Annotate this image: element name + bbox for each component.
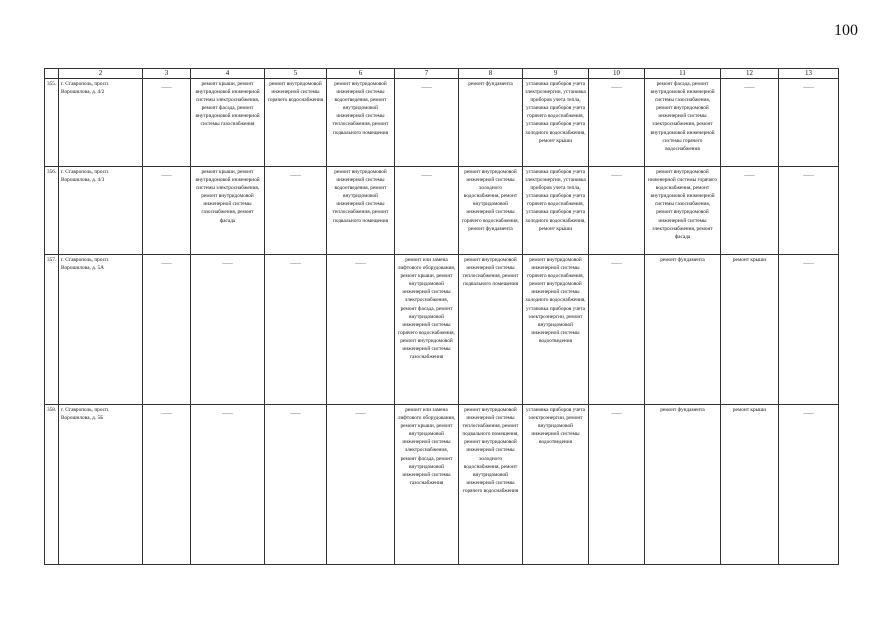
cell-col-8: ремонт внутридомовой инженерной системы теплоснабжения, ремонт подвального помещения — [459, 255, 523, 405]
column-header-12: 12 — [721, 69, 779, 79]
cell-col-4: —— — [191, 405, 265, 565]
column-header-11: 11 — [645, 69, 721, 79]
cell-col-9: установка приборов учета электроэнергии, установка приборов учета тепла, установка приборов учета горячего водоснабжения, установка приборов учета холодного водоснабжения, ремонт крыши — [523, 79, 589, 167]
cell-col-5: —— — [265, 405, 327, 565]
cell-col-10: —— — [589, 255, 645, 405]
cell-col-10: —— — [589, 405, 645, 565]
cell-col-9: ремонт внутридомовой инженерной системы горячего водоснабжения, ремонт внутридомовой инженерной системы холодного водоснабжения, установка приборов учета электроэнергии, ремонт внутридомовой инженерной системы водоотведения — [523, 255, 589, 405]
cell-col-4: ремонт крыши, ремонт внутридомовой инженерной системы электроснабжения, ремонт внутридомовой инженерной системы газоснабжения, ремонт фасада — [191, 167, 265, 255]
cell-col-6: ремонт внутридомовой инженерной системы водоотведения, ремонт внутридомовой инженерной системы теплоснабжения, ремонт подвального помещения — [327, 167, 395, 255]
column-header-7: 7 — [395, 69, 459, 79]
cell-col-10: —— — [589, 167, 645, 255]
cell-col-8: ремонт внутридомовой инженерной системы теплоснабжения, ремонт подвального помещения, ремонт внутридомовой инженерной системы холодного водоснабжения, ремонт внутридомовой инженерной системы горячего водоснабжения — [459, 405, 523, 565]
cell-col-8: ремонт внутридомовой инженерной системы холодного водоснабжения, ремонт внутридомовой инженерной системы горячего водоснабжения, ремонт фундамента — [459, 167, 523, 255]
table-row — [45, 167, 839, 255]
cell-col-4: ремонт крыши, ремонт внутридомовой инженерной системы электроснабжения, ремонт фасада, ремонт внутридомовой инженерной системы газоснабжения — [191, 79, 265, 167]
cell-col-5: —— — [265, 167, 327, 255]
repair-schedule-table — [44, 68, 839, 565]
cell-col-3: —— — [143, 405, 191, 565]
cell-col-7: —— — [395, 79, 459, 167]
table-row — [45, 79, 839, 167]
cell-col-12: ремонт крыши — [721, 255, 779, 405]
cell-col-3: —— — [143, 79, 191, 167]
column-header-1 — [45, 69, 59, 79]
table-row — [45, 405, 839, 565]
row-address: г. Ставрополь, просп. Ворошилова, д. 5А — [59, 255, 143, 405]
cell-col-13: —— — [779, 167, 839, 255]
table-row — [45, 255, 839, 405]
cell-col-12: —— — [721, 167, 779, 255]
cell-col-7: ремонт или замена лифтового оборудования, ремонт крыши, ремонт внутридомовой инженерной системы электроснабжения, ремонт фасада, ремонт внутридомовой инженерной системы газоснабжения — [395, 405, 459, 565]
column-header-4: 4 — [191, 69, 265, 79]
column-header-3: 3 — [143, 69, 191, 79]
cell-col-11: ремонт внутридомовой инженерной системы горячего водоснабжения, ремонт внутридомовой инженерной системы газоснабжения, ремонт внутридомовой инженерной системы электроснабжения, ремонт фасада — [645, 167, 721, 255]
cell-col-3: —— — [143, 167, 191, 255]
cell-col-11: ремонт фундамента — [645, 255, 721, 405]
column-header-13: 13 — [779, 69, 839, 79]
cell-col-3: —— — [143, 255, 191, 405]
cell-col-5: —— — [265, 255, 327, 405]
row-address: г. Ставрополь, просп. Ворошилова, д. 4/2 — [59, 79, 143, 167]
cell-col-6: —— — [327, 405, 395, 565]
cell-col-9: установка приборов учета электроэнергии, ремонт внутридомовой инженерной системы водоотведения — [523, 405, 589, 565]
cell-col-7: —— — [395, 167, 459, 255]
cell-col-13: —— — [779, 255, 839, 405]
cell-col-5: ремонт внутридомовой инженерной системы горячего водоснабжения — [265, 79, 327, 167]
row-number: 356. — [45, 167, 59, 255]
cell-col-11: ремонт фасада, ремонт внутридомовой инженерной системы газоснабжения, ремонт внутридомовой инженерной системы электроснабжения, ремонт внутридомовой инженерной системы горячего водоснабжения — [645, 79, 721, 167]
cell-col-12: ремонт крыши — [721, 405, 779, 565]
row-number: 355. — [45, 79, 59, 167]
column-header-10: 10 — [589, 69, 645, 79]
cell-col-10: —— — [589, 79, 645, 167]
header-row — [45, 69, 839, 79]
column-header-2: 2 — [59, 69, 143, 79]
row-number: 357. — [45, 255, 59, 405]
cell-col-9: установка приборов учета электроэнергии, установка приборов учета тепла, установка приборов учета горячего водоснабжения, установка приборов учета холодного водоснабжения, ремонт крыши — [523, 167, 589, 255]
column-header-6: 6 — [327, 69, 395, 79]
cell-col-6: —— — [327, 255, 395, 405]
page-number: 100 — [834, 22, 858, 39]
cell-col-12: —— — [721, 79, 779, 167]
cell-col-8: ремонт фундамента — [459, 79, 523, 167]
cell-col-6: ремонт внутридомовой инженерной системы водоотведения, ремонт внутридомовой инженерной системы теплоснабжения, ремонт подвального помещения — [327, 79, 395, 167]
row-number: 358. — [45, 405, 59, 565]
column-header-9: 9 — [523, 69, 589, 79]
row-address: г. Ставрополь, просп. Ворошилова, д. 4/3 — [59, 167, 143, 255]
column-header-5: 5 — [265, 69, 327, 79]
cell-col-4: —— — [191, 255, 265, 405]
cell-col-11: ремонт фундамента — [645, 405, 721, 565]
row-address: г. Ставрополь, просп. Ворошилова, д. 5Б — [59, 405, 143, 565]
column-header-8: 8 — [459, 69, 523, 79]
cell-col-13: —— — [779, 79, 839, 167]
cell-col-13: —— — [779, 405, 839, 565]
cell-col-7: ремонт или замена лифтового оборудования, ремонт крыши, ремонт внутридомовой инженерной системы электроснабжения, ремонт фасада, ремонт внутридомовой инженерной системы горячего водоснабжения, ремонт внутридомовой инженерной системы газоснабжения — [395, 255, 459, 405]
